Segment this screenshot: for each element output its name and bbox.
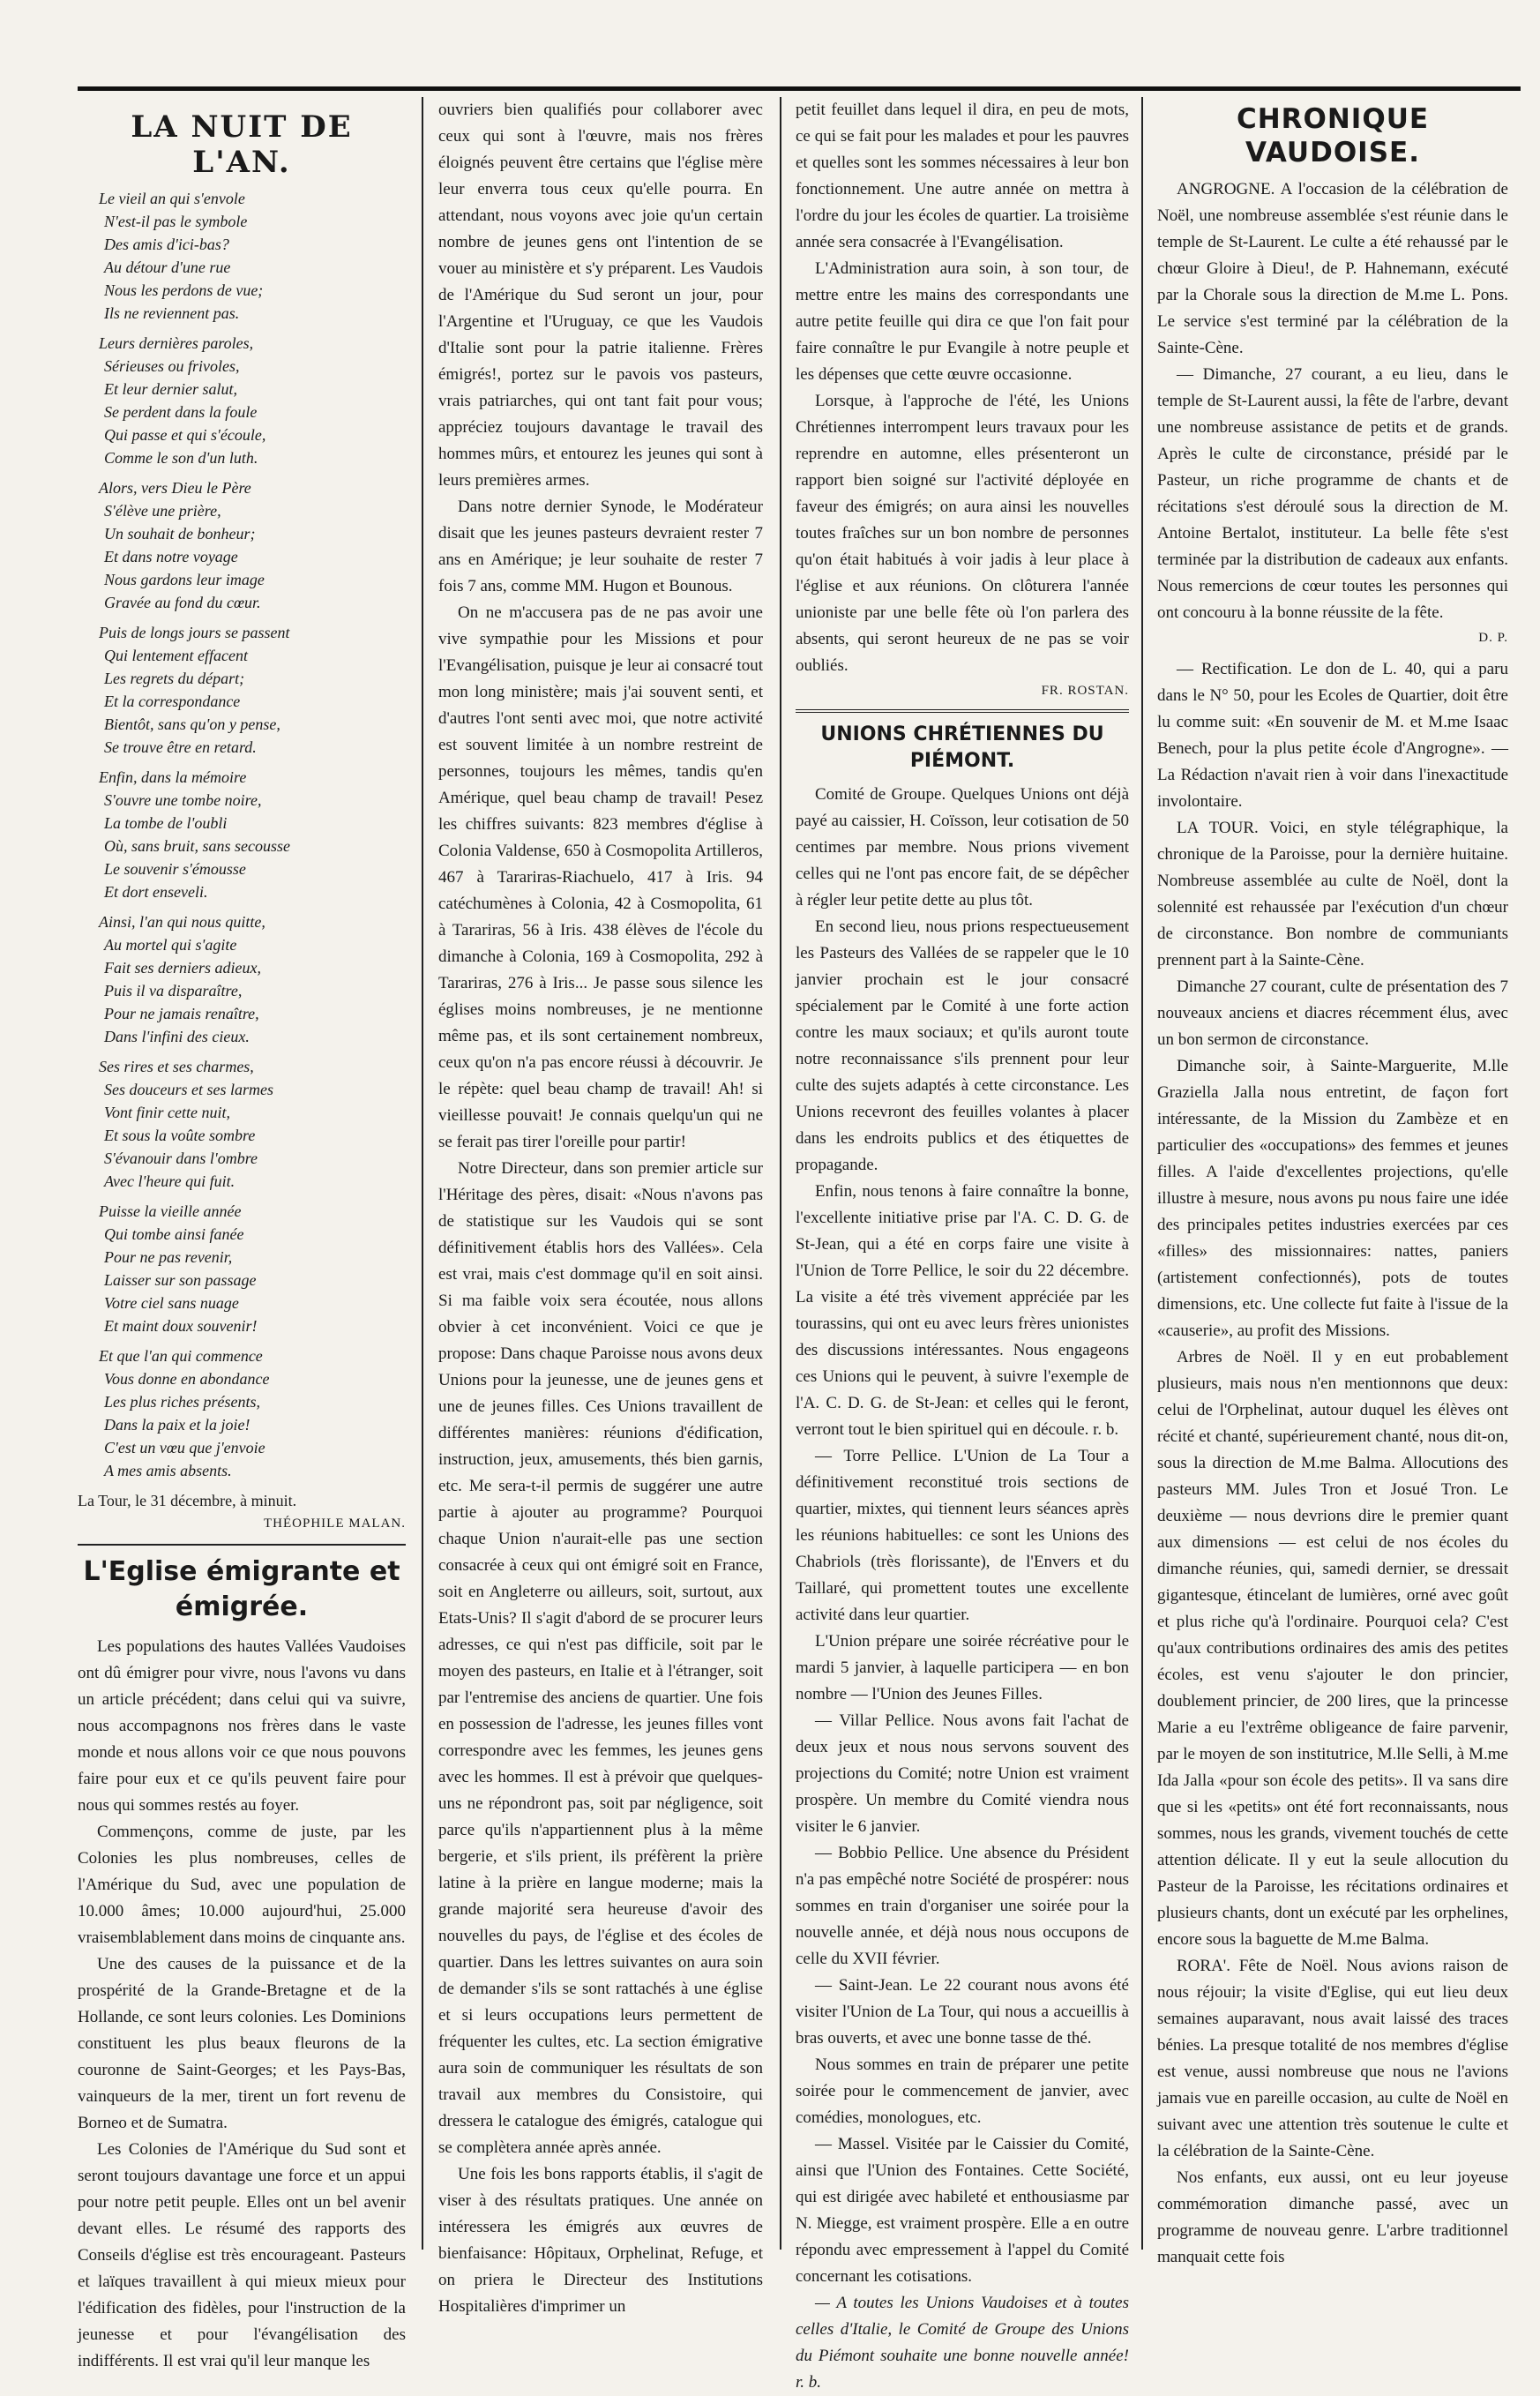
poem-verse: Pour ne pas revenir, bbox=[104, 1248, 233, 1266]
poem-verse: Et maint doux souvenir! bbox=[104, 1317, 258, 1335]
paragraph: Nos enfants, eux aussi, ont eu leur joyeuse commémoration dimanche passé, avec un programme de nouveau genre. L'arbre traditionnel manquait cette fois bbox=[1157, 2168, 1508, 2266]
poem-stanza bbox=[78, 187, 406, 325]
poem-verse: Puis il va disparaître, bbox=[104, 982, 243, 1000]
poem-verse: Et la correspondance bbox=[104, 693, 241, 710]
poem-verse: Vont finir cette nuit, bbox=[104, 1104, 230, 1121]
poem-signature: THÉOPHILE MALAN. bbox=[264, 1516, 406, 1531]
poem-title: LA NUIT DE L'AN. bbox=[131, 109, 353, 180]
paragraph: RORA'. Fête de Noël. Nous avions raison de nous réjouir; la visite d'Eglise, qui eut lieu deux semaines auparavant, nous avait laissé des traces bénies. La presque totalité de nos membres d'église est venue, aussi nombreuse que nous ne l'avions jamais vue en pareille occasion, au culte de Noël en suivant avec une attention très soutenue le culte et la célébration de la Sainte-Cène. bbox=[1157, 1957, 1508, 2160]
column-rule bbox=[780, 97, 781, 2250]
paragraph: Dimanche soir, à Sainte-Marguerite, M.lle Graziella Jalla nous entretint, de façon fort intéressante, de la Mission du Zambèze et en particulier des «occupations» des femmes et jeunes filles. A l'aide d'excellentes projections, qu'elle illustre à mesure, nous avons pu nous faire une idée des principales petites industries exercées par ces «filles» des missionnaires: nattes, paniers (artistement confectionnés), pots de toutes dimensions, etc. Une collecte fut faite à l'issue de la «causerie», au profit des Missions. bbox=[1157, 1057, 1508, 1340]
poem-verse: Nous gardons leur image bbox=[104, 571, 265, 588]
poem-verse: Avec l'heure qui fuit. bbox=[104, 1172, 235, 1190]
poem-verse: Les plus riches présents, bbox=[104, 1393, 260, 1411]
poem-body bbox=[78, 187, 406, 1482]
poem-verse: Qui tombe ainsi fanée bbox=[104, 1225, 244, 1243]
poem-verse: Puisse la vieille année bbox=[99, 1202, 242, 1220]
paragraph: Arbres de Noël. Il y en eut probablement plusieurs, mais nous n'en mentionnons que deux: celui de l'Orphelinat, autour duquel les élèves ont récité et chanté, supérieurement chanté, nous dit-on, sous la direction de M.me Balma. Allocutions des pasteurs MM. Jules Tron et Josué Tron. Le deuxième — nous devrions dire le premier quant aux dimensions — est celui de nos écoles du dimanche réunies, qui, samedi dernier, se dressait gigantesque, étincelant de lumières, orné avec goût et plus riche qu'à l'ordinaire. Pourquoi cela? C'est qu'aux contributions ordinaires des amis des petites écoles, est venu s'ajouter le don princier, doublement princier, de 200 lires, que la princesse Marie a eu l'extrême obligeance de faire parvenir, par le moyen de son institutrice, M.lle Selli, à M.me Ida Jalla «pour son école des petits». Il va sans dire que si les «petits» ont été fort reconnaissants, nous sommes, nous les grands, vivement touchés de cette attention délicate. Il y eut la seule allocution du Pasteur de la Paroisse, les récitations ordinaires et plusieurs chants, dont un exécuté par les orphelines, encore sous la baguette de M.me Balma. bbox=[1157, 1348, 1508, 1949]
paragraph: On ne m'accusera pas de ne pas avoir une vive sympathie pour les Missions et pour l'Evangélisation, puisque je leur ai consacré tout mon long ministère; mais j'ai souvent senti, et d'autres l'ont senti avec moi, que notre activité est souvent limitée à un nombre restreint de personnes, toujours les mêmes, tandis qu'en Amérique, quel beau champ de travail! Pesez les chiffres suivants: 823 membres d'église à Colonia Valdense, 650 à Cosmopolita Artilleros, 467 à Tarariras-Riachuelo, 417 à Iris. 94 catéchumènes à Colonia, 42 à Cosmopolita, 61 à Tarariras, 56 à Iris. 438 élèves de l'école du dimanche à Colonia, 169 à Cosmopolita, 292 à Tarariras, 276 à Iris... Je passe sous silence les églises moins nombreuses, je ne mentionne même pas, et ils sont certainement nombreux, ceux qu'on n'a pas encore réussi à découvrir. Je le répète: quel beau champ de travail! Ah! si vieillesse pouvait! Je connais quelqu'un qui ne se ferait pas tirer l'oreille pour partir! bbox=[438, 603, 763, 1151]
poem-verse: Ainsi, l'an qui nous quitte, bbox=[99, 913, 265, 931]
poem-verse: Comme le son d'un luth. bbox=[104, 449, 258, 467]
poem-verse: Fait ses derniers adieux, bbox=[104, 959, 261, 977]
poem-verse: Qui passe et qui s'écoule, bbox=[104, 426, 266, 444]
paragraph: Dimanche 27 courant, culte de présentation des 7 nouveaux anciens et diacres récemment élus, avec un bon sermon de circonstance. bbox=[1157, 977, 1508, 1049]
poem-verse: Se perdent dans la foule bbox=[104, 403, 258, 421]
poem-stanza bbox=[78, 766, 406, 903]
poem-verse: Laisser sur son passage bbox=[104, 1271, 257, 1289]
paragraph: Nous sommes en train de préparer une petite soirée pour le commencement de janvier, avec comédies, monologues, etc. bbox=[796, 2055, 1129, 2127]
poem-verse: Au détour d'une rue bbox=[104, 258, 231, 276]
poem-verse: S'élève une prière, bbox=[104, 502, 221, 520]
paragraph: Une fois les bons rapports établis, il s'agit de viser à des résultats pratiques. Une année on intéressera les émigrés aux œuvres de bienfaisance: Hôpitaux, Orphelinat, Refuge, et on priera le Directeur des Institutions Hospitalières d'imprimer un bbox=[438, 2165, 763, 2316]
poem-verse: Nous les perdons de vue; bbox=[104, 281, 264, 299]
column-1 bbox=[78, 97, 406, 2370]
poem-stanza bbox=[78, 1344, 406, 1482]
poem-verse: Se trouve être en retard. bbox=[104, 738, 257, 756]
top-rule bbox=[78, 86, 1521, 91]
poem-verse: Les regrets du départ; bbox=[104, 670, 245, 687]
paragraph: — A toutes les Unions Vaudoises et à toutes celles d'Italie, le Comité de Groupe des Unions du Piémont souhaite une bonne nouvelle année! r. b. bbox=[796, 2294, 1129, 2392]
article-title: L'Eglise émigrante et émigrée. bbox=[83, 1556, 400, 1622]
poem-stanza bbox=[78, 910, 406, 1048]
poem-verse: Gravée au fond du cœur. bbox=[104, 594, 261, 611]
paragraph: ANGROGNE. A l'occasion de la célébration de Noël, une nombreuse assemblée s'est réunie dans le temple de St-Laurent. Le culte a été rehaussé par le chœur Gloire à Dieu!, de P. Hahnemann, exécuté par la Chorale sous la direction de M.me L. Pons. Le service s'est terminé par la célébration de la Sainte-Cène. bbox=[1157, 180, 1508, 357]
column-2 bbox=[438, 97, 763, 2316]
poem-verse: Dans la paix et la joie! bbox=[104, 1416, 250, 1434]
poem-verse: Où, sans bruit, sans secousse bbox=[104, 837, 291, 855]
poem-verse: Ses douceurs et ses larmes bbox=[104, 1081, 273, 1098]
poem-verse: Qui lentement effacent bbox=[104, 647, 248, 664]
column-rule bbox=[422, 97, 423, 2250]
paragraph: Lorsque, à l'approche de l'été, les Unions Chrétiennes interrompent leurs travaux pour les reprendre en automne, elles présenteront un rapport bien soigné sur l'activité déployée en faveur des émigrés; on aura ainsi les nouvelles toutes fraîches sur un bon nombre de personnes qu'on était habitués à voir jadis à leur place à l'église et aux réunions. On clôturera l'année unioniste par une belle fête où l'on parlera des absents, qui seront heureux de ne pas se voir oubliés. bbox=[796, 392, 1129, 675]
paragraph: — Torre Pellice. L'Union de La Tour a définitivement reconstitué trois sections de quartier, mixtes, qui tiennent leurs séances après les réunions habituelles: ce sont les Unions des Chabriols (très florissante), de l'Envers et du Taillaré, qui promettent toutes une excellente activité dans leur quartier. bbox=[796, 1447, 1129, 1624]
poem-verse: Ses rires et ses charmes, bbox=[99, 1058, 254, 1075]
poem-stanza bbox=[78, 1055, 406, 1193]
paragraph: Une des causes de la puissance et de la prospérité de la Grande-Bretagne et de la Hollande, ce sont leurs colonies. Les Dominions constituent les plus beaux fleurons de la couronne de Saint-Georges; et les Pays-Bas, vainqueurs de la mer, tirent un fort revenu de Borneo et de Sumatra. bbox=[78, 1955, 406, 2132]
divider bbox=[796, 709, 1129, 713]
poem-verse: Un souhait de bonheur; bbox=[104, 525, 256, 543]
paragraph: — Saint-Jean. Le 22 courant nous avons été visiter l'Union de La Tour, qui nous a accueillis à bras ouverts, et avec une bonne tasse de thé. bbox=[796, 1976, 1129, 2048]
poem-verse: La tombe de l'oubli bbox=[104, 814, 228, 832]
paragraph: Notre Directeur, dans son premier article sur l'Héritage des pères, disait: «Nous n'avons pas de statistique sur les Vaudois qui se sont définitivement établis hors des Vallées». Cela est vrai, mais c'est dommage qu'il en soit ainsi. Si ma faible voix sera écoutée, nous allons obvier à cet inconvénient. Voici ce que je propose: Dans chaque Paroisse nous avons deux Unions pour la jeunesse, une de jeunes gens et une de jeunes filles. Ces Unions travaillent de différentes manières: réunions d'édification, instruction, jeux, amusements, thés bien garnis, etc. Me sera-t-il permis de suggérer une autre partie à ajouter au programme? Pourquoi chaque Union n'aurait-elle pas une section consacrée à ceux qui ont émigré soit en France, soit en Angleterre ou ailleurs, soit, surtout, aux Etats-Unis? Il s'agit d'abord de se procurer leurs adresses, ce qui n'est pas difficile, soit par le moyen des pasteurs, en Italie et à l'étranger, soit par l'entremise des anciens de quartier. Une fois en possession de l'adresse, les jeunes filles vont correspondre avec les femmes, les jeunes gens avec les hommes. Il est à prévoir que quelques-uns ne répondront pas, soit par négligence, soit parce qu'ils n'appartiennent plus à la même bergerie, et s'ils prient, ils préfèrent la prière latine à la prière en langue moderne; mais la grande majorité sera heureuse d'avoir des nouvelles du pays, de l'église et des écoles de quartier. Dans les lettres suivantes on aura soin de demander s'ils se sont rattachés à une église et si leurs occupations leurs permettent de fréquenter les cultes, etc. La section émigrative aura soin de communiquer les résultats de son travail aux membres du Consistoire, qui dressera le catalogue des émigrés, catalogue qui se complètera année après année. bbox=[438, 1159, 763, 2157]
poem-verse: Dans l'infini des cieux. bbox=[104, 1028, 250, 1045]
poem-verse: S'ouvre une tombe noire, bbox=[104, 791, 262, 809]
poem-verse: Puis de longs jours se passent bbox=[99, 624, 290, 641]
paragraph: — Bobbio Pellice. Une absence du Président n'a pas empêché notre Société de prospérer: nous sommes en train d'organiser une soirée pour la nouvelle année, et déjà nous nous occupons de celle du XVII février. bbox=[796, 1844, 1129, 1968]
paragraph: Dans notre dernier Synode, le Modérateur disait que les jeunes pasteurs devraient rester 7 ans en Amérique; je leur souhaite de rester 7 fois 7 ans, comme MM. Hugon et Bounous. bbox=[438, 498, 763, 595]
paragraph: Enfin, nous tenons à faire connaître la bonne, l'excellente initiative prise par l'A. C. D. G. de St-Jean, qui a été en corps faire une visite à l'Union de Torre Pellice, le soir du 22 décembre. La visite a été très vivement appréciée par les tourassins, qui ont eu avec leurs frères unionistes des discussions intéressantes. Nous engageons ces Unions qui le peuvent, à suivre l'exemple de l'A. C. D. G. de St-Jean: et celles qui le feront, verront tout le bien spirituel qui en découle. r. b. bbox=[796, 1182, 1129, 1439]
poem-verse: Et dans notre voyage bbox=[104, 548, 238, 565]
poem-verse: Et que l'an qui commence bbox=[99, 1347, 263, 1365]
poem-verse: Alors, vers Dieu le Père bbox=[99, 479, 251, 497]
poem-verse: N'est-il pas le symbole bbox=[104, 213, 248, 230]
poem-verse: Ils ne reviennent pas. bbox=[104, 304, 240, 322]
column-3 bbox=[796, 97, 1129, 2392]
poem-verse: Le vieil an qui s'envole bbox=[99, 190, 245, 207]
poem-verse: Le souvenir s'émousse bbox=[104, 860, 246, 878]
paragraph: Les Colonies de l'Amérique du Sud sont et seront toujours davantage une force et un appui pour notre petit peuple. Elles ont un bel avenir devant elles. Le résumé des rapports des Conseils d'église est très encourageant. Pasteurs et laïques travaillent à qui mieux mieux pour l'édification des fidèles, pour l'instruction de la jeunesse et pour l'évangélisation des indifférents. Il est vrai qu'il leur manque les bbox=[78, 2140, 406, 2370]
section-title: UNIONS CHRÉTIENNES DU PIÉMONT. bbox=[820, 723, 1104, 772]
poem-verse: Leurs dernières paroles, bbox=[99, 334, 254, 352]
section-title: CHRONIQUE VAUDOISE. bbox=[1236, 103, 1430, 168]
poem-verse: Pour ne jamais renaître, bbox=[104, 1005, 259, 1022]
divider bbox=[78, 1544, 406, 1546]
paragraph: — Dimanche, 27 courant, a eu lieu, dans le temple de St-Laurent aussi, la fête de l'arbre, devant une nombreuse assistance de petits et de grands. Après le culte de circonstance, présidé par le Pasteur, un riche programme de chants et de récitations s'est déroulé sous la direction de M. Antoine Bertalot, instituteur. La belle fête s'est terminée par la distribution de cadeaux aux enfants. Nous remercions de cœur toutes les personnes qui ont concouru à la bonne réussite de la fête. bbox=[1157, 365, 1508, 622]
poem-verse: S'évanouir dans l'ombre bbox=[104, 1149, 258, 1167]
paragraph: L'Union prépare une soirée récréative pour le mardi 5 janvier, à laquelle participera — en bon nombre — l'Union des Jeunes Filles. bbox=[796, 1632, 1129, 1703]
paragraph: — Villar Pellice. Nous avons fait l'achat de deux jeux et nous nous servons souvent des projections du Comité; notre Union est vraiment prospère. Un membre du Comité viendra nous visiter le 6 janvier. bbox=[796, 1711, 1129, 1836]
paragraph: L'Administration aura soin, à son tour, de mettre entre les mains des correspondants une autre petite feuille qui dira ce que l'on fait pour faire connaître le pur Evangile à notre peuple et les dépenses que cette œuvre occasionne. bbox=[796, 259, 1129, 384]
paragraph: ouvriers bien qualifiés pour collaborer avec ceux qui sont à l'œuvre, mais nos frères éloignés peuvent être certains que l'église mère leur enverra tous ceux qu'elle pourra. En attendant, nous voyons avec joie qu'un certain nombre de jeunes gens ont l'intention de se vouer au ministère et s'y préparent. Les Vaudois de l'Amérique du Sud seront un jour, pour l'Argentine et l'Uruguay, ce que les Vaudois d'Italie sont pour la patrie italienne. Frères émigrés!, portez sur le pavois vos pasteurs, vrais patriarches, qui ont tant fait pour vous; appréciez toujours davantage le travail des hommes mûrs, et entourez les jeunes qui sont à leurs premières armes. bbox=[438, 101, 763, 490]
article-signature: FR. ROSTAN. bbox=[1041, 684, 1129, 698]
poem-verse: Enfin, dans la mémoire bbox=[99, 768, 247, 786]
column-4 bbox=[1157, 97, 1508, 2266]
poem-verse: Sérieuses ou frivoles, bbox=[104, 357, 240, 375]
poem-verse: A mes amis absents. bbox=[104, 1462, 232, 1479]
poem-verse: Au mortel qui s'agite bbox=[104, 936, 237, 954]
poem-verse: Vous donne en abondance bbox=[104, 1370, 270, 1388]
column-rule bbox=[1141, 97, 1143, 2250]
poem-dateline: La Tour, le 31 décembre, à minuit. bbox=[78, 1492, 297, 1509]
paragraph: — Rectification. Le don de L. 40, qui a paru dans le N° 50, pour les Ecoles de Quartier, doit être lu comme suit: «En souvenir de M. et M.me Isaac Benech, pour la plus petite école d'Angrogne». — La Rédaction n'avait rien à voir dans l'inexactitude involontaire. bbox=[1157, 660, 1508, 811]
paragraph: petit feuillet dans lequel il dira, en peu de mots, ce qui se fait pour les malades et pour les pauvres et quelles sont les sommes nécessaires à leur bon fonctionnement. Une autre année on mettra à l'ordre du jour les écoles de quartier. La troisième année sera consacrée à l'Evangélisation. bbox=[796, 101, 1129, 251]
signature: D. P. bbox=[1478, 631, 1508, 645]
poem-verse: C'est un vœu que j'envoie bbox=[104, 1439, 265, 1456]
paragraph: En second lieu, nous prions respectueusement les Pasteurs des Vallées de se rappeler que le 10 janvier prochain est le jour consacré spécialement par le Comité à une forte action contre les maux sociaux; et qu'ils auront toute notre reconnaissance s'ils prennent pour leur culte des sujets adaptés à cette circonstance. Les Unions recevront des feuilles volantes à placer dans les endroits publics et des étiquettes de propagande. bbox=[796, 917, 1129, 1174]
poem-verse: Des amis d'ici-bas? bbox=[104, 236, 229, 253]
paragraph: — Massel. Visitée par le Caissier du Comité, ainsi que l'Union des Fontaines. Cette Société, qui est dirigée avec habileté et enthousiasme par N. Miegge, est vraiment prospère. Elle a en outre répondu avec empressement à l'appel du Comité concernant les cotisations. bbox=[796, 2135, 1129, 2286]
paragraph: LA TOUR. Voici, en style télégraphique, la chronique de la Paroisse, pour la dernière huitaine. Nombreuse assemblée au culte de Noël, dont la solennité est rehaussée par l'exécution d'un chœur de circonstance. Bon nombre de communiants prennent part à la Sainte-Cène. bbox=[1157, 819, 1508, 970]
poem-stanza bbox=[78, 476, 406, 614]
poem-verse: Et dort enseveli. bbox=[104, 883, 208, 901]
poem-stanza bbox=[78, 332, 406, 469]
poem-verse: Et leur dernier salut, bbox=[104, 380, 237, 398]
poem-verse: Votre ciel sans nuage bbox=[104, 1294, 239, 1312]
paragraph: Commençons, comme de juste, par les Colonies les plus nombreuses, celles de l'Amérique du Sud, avec une population de 10.000 âmes; 10.000 aujourd'hui, 25.000 vraisemblablement dans moins de cinquante ans. bbox=[78, 1823, 406, 1947]
poem-verse: Et sous la voûte sombre bbox=[104, 1127, 256, 1144]
poem-stanza bbox=[78, 621, 406, 759]
paragraph: Comité de Groupe. Quelques Unions ont déjà payé au caissier, H. Coïsson, leur cotisation de 50 centimes par membre. Nous prions vivement celles qui ne l'ont pas encore fait, de se dépêcher à régler leur petite dette au plus tôt. bbox=[796, 785, 1129, 910]
poem-stanza bbox=[78, 1200, 406, 1337]
paragraph: Les populations des hautes Vallées Vaudoises ont dû émigrer pour vivre, nous l'avons vu dans un article précédent; dans celui qui va suivre, nous accompagnons nos frères dans le vaste monde et nous allons voir ce que nous pouvons faire pour eux et ce qu'ils peuvent faire pour nous qui sommes restés au foyer. bbox=[78, 1637, 406, 1815]
poem-verse: Bientôt, sans qu'on y pense, bbox=[104, 715, 280, 733]
